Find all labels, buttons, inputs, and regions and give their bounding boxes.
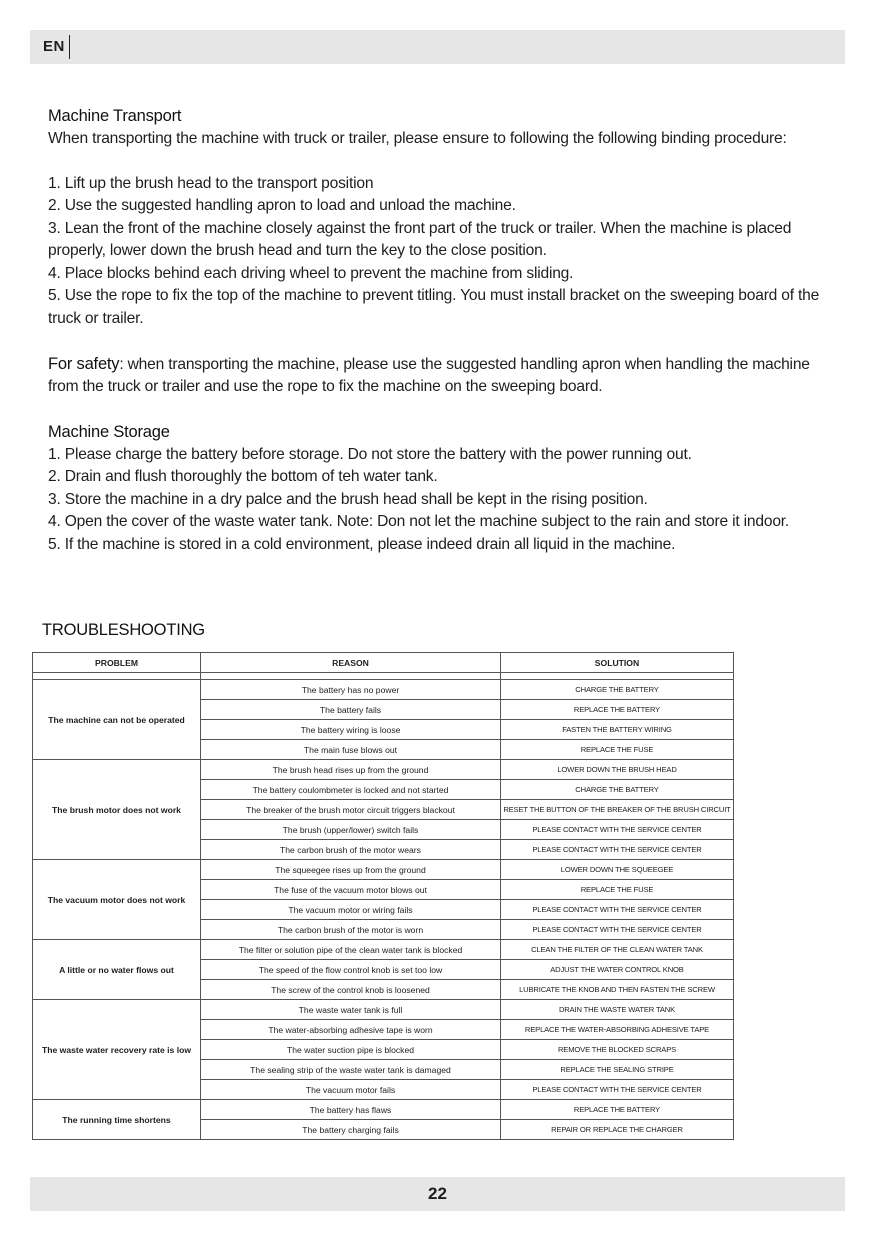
reason-cell: The breaker of the brush motor circuit triggers blackout (201, 800, 501, 820)
solution-cell: REMOVE THE BLOCKED SCRAPS (501, 1040, 734, 1060)
header-divider (69, 35, 70, 59)
solution-cell: REPLACE THE WATER-ABSORBING ADHESIVE TAPE (501, 1020, 734, 1040)
solution-cell: LUBRICATE THE KNOB AND THEN FASTEN THE SCREW (501, 980, 734, 1000)
transport-step: 4. Place blocks behind each driving wheel to prevent the machine from sliding. (48, 264, 574, 282)
reason-cell: The battery wiring is loose (201, 720, 501, 740)
page-number: 22 (428, 1184, 447, 1203)
reason-cell: The battery charging fails (201, 1120, 501, 1140)
language-label: EN (43, 38, 65, 55)
safety-text: : when transporting the machine, please use the suggested handling apron when handling the machine from the truck or trailer and use the rope to fix the machine on the sweeping board. (48, 355, 810, 395)
table-row (33, 940, 734, 960)
solution-cell: PLEASE CONTACT WITH THE SERVICE CENTER (501, 840, 734, 860)
reason-cell: The screw of the control knob is loosened (201, 980, 501, 1000)
storage-step: 4. Open the cover of the waste water tank. Note: Don not let the machine subject to the rain and store it indoor. (48, 513, 790, 530)
table-row (33, 760, 734, 780)
solution-cell: LOWER DOWN THE BRUSH HEAD (501, 760, 734, 780)
reason-cell: The sealing strip of the waste water tank is damaged (201, 1060, 501, 1080)
reason-cell: The carbon brush of the motor is worn (201, 920, 501, 940)
problem-cell: A little or no water flows out (33, 940, 201, 1000)
table-row (33, 1000, 734, 1020)
solution-cell: CLEAN THE FILTER OF THE CLEAN WATER TANK (501, 940, 734, 960)
transport-intro: When transporting the machine with truck or trailer, please ensure to following the following binding procedure: (48, 129, 787, 147)
reason-cell: The vacuum motor or wiring fails (201, 900, 501, 920)
problem-cell: The running time shortens (33, 1100, 201, 1140)
solution-cell: REPLACE THE FUSE (501, 740, 734, 760)
troubleshooting-table (32, 652, 734, 1140)
transport-step: 2. Use the suggested handling apron to load and unload the machine. (48, 197, 516, 214)
troubleshooting-title: TROUBLESHOOTING (42, 621, 205, 639)
reason-cell: The squeegee rises up from the ground (201, 860, 501, 880)
solution-cell: REPLACE THE BATTERY (501, 700, 734, 720)
reason-cell: The water-absorbing adhesive tape is worn (201, 1020, 501, 1040)
solution-cell: DRAIN THE WASTE WATER TANK (501, 1000, 734, 1020)
solution-cell: CHARGE THE BATTERY (501, 680, 734, 700)
transport-title: Machine Transport (48, 107, 182, 125)
spacer (48, 330, 838, 353)
header-solution: SOLUTION (501, 653, 734, 673)
solution-cell: REPLACE THE SEALING STRIPE (501, 1060, 734, 1080)
reason-cell: The water suction pipe is blocked (201, 1040, 501, 1060)
footer-bar (30, 1177, 845, 1211)
reason-cell: The fuse of the vacuum motor blows out (201, 880, 501, 900)
solution-cell: REPAIR OR REPLACE THE CHARGER (501, 1120, 734, 1140)
transport-step: 1. Lift up the brush head to the transport position (48, 174, 374, 192)
reason-cell: The waste water tank is full (201, 1000, 501, 1020)
reason-cell: The brush head rises up from the ground (201, 760, 501, 780)
solution-cell: RESET THE BUTTON OF THE BREAKER OF THE BRUSH CIRCUIT (501, 800, 734, 820)
solution-cell: PLEASE CONTACT WITH THE SERVICE CENTER (501, 920, 734, 940)
transport-step: 3. Lean the front of the machine closely against the front part of the truck or trailer. When the machine is placed properly, lower down the brush head and turn the key to the close position. (48, 219, 792, 259)
solution-cell: PLEASE CONTACT WITH THE SERVICE CENTER (501, 820, 734, 840)
table-row (33, 680, 734, 700)
reason-cell: The vacuum motor fails (201, 1080, 501, 1100)
solution-cell: PLEASE CONTACT WITH THE SERVICE CENTER (501, 1080, 734, 1100)
storage-step: 5. If the machine is stored in a cold environment, please indeed drain all liquid in the machine. (48, 535, 676, 553)
header-bar (30, 30, 845, 64)
solution-cell: LOWER DOWN THE SQUEEGEE (501, 860, 734, 880)
table-row (33, 1100, 734, 1120)
reason-cell: The carbon brush of the motor wears (201, 840, 501, 860)
solution-cell: ADJUST THE WATER CONTROL KNOB (501, 960, 734, 980)
solution-cell: REPLACE THE BATTERY (501, 1100, 734, 1120)
table-spacer-row (33, 673, 734, 680)
solution-cell: FASTEN THE BATTERY WIRING (501, 720, 734, 740)
reason-cell: The battery fails (201, 700, 501, 720)
reason-cell: The brush (upper/lower) switch fails (201, 820, 501, 840)
reason-cell: The battery has flaws (201, 1100, 501, 1120)
storage-step: 3. Store the machine in a dry palce and the brush head shall be kept in the rising position. (48, 490, 648, 508)
problem-cell: The brush motor does not work (33, 760, 201, 860)
reason-cell: The battery coulombmeter is locked and not started (201, 780, 501, 800)
safety-note (48, 353, 838, 399)
table-row (33, 860, 734, 880)
reason-cell: The filter or solution pipe of the clean water tank is blocked (201, 940, 501, 960)
reason-cell: The main fuse blows out (201, 740, 501, 760)
spacer (48, 150, 838, 173)
problem-cell: The machine can not be operated (33, 680, 201, 760)
spacer (48, 399, 838, 422)
reason-cell: The speed of the flow control knob is set too low (201, 960, 501, 980)
safety-label: For safety (48, 354, 120, 373)
header-problem: PROBLEM (33, 653, 201, 673)
transport-step: 5. Use the rope to fix the top of the machine to prevent titling. You must install bracket on the sweeping board of the truck or trailer. (48, 287, 820, 327)
problem-cell: The waste water recovery rate is low (33, 1000, 201, 1100)
reason-cell: The battery has no power (201, 680, 501, 700)
storage-title: Machine Storage (48, 423, 170, 441)
problem-cell: The vacuum motor does not work (33, 860, 201, 940)
solution-cell: CHARGE THE BATTERY (501, 780, 734, 800)
storage-step: 1. Please charge the battery before storage. Do not store the battery with the power running out. (48, 445, 692, 463)
solution-cell: PLEASE CONTACT WITH THE SERVICE CENTER (501, 900, 734, 920)
storage-step: 2. Drain and flush thoroughly the bottom of teh water tank. (48, 468, 438, 485)
table-header-row (33, 653, 734, 673)
main-content (48, 105, 838, 556)
solution-cell: REPLACE THE FUSE (501, 880, 734, 900)
header-reason: REASON (201, 653, 501, 673)
